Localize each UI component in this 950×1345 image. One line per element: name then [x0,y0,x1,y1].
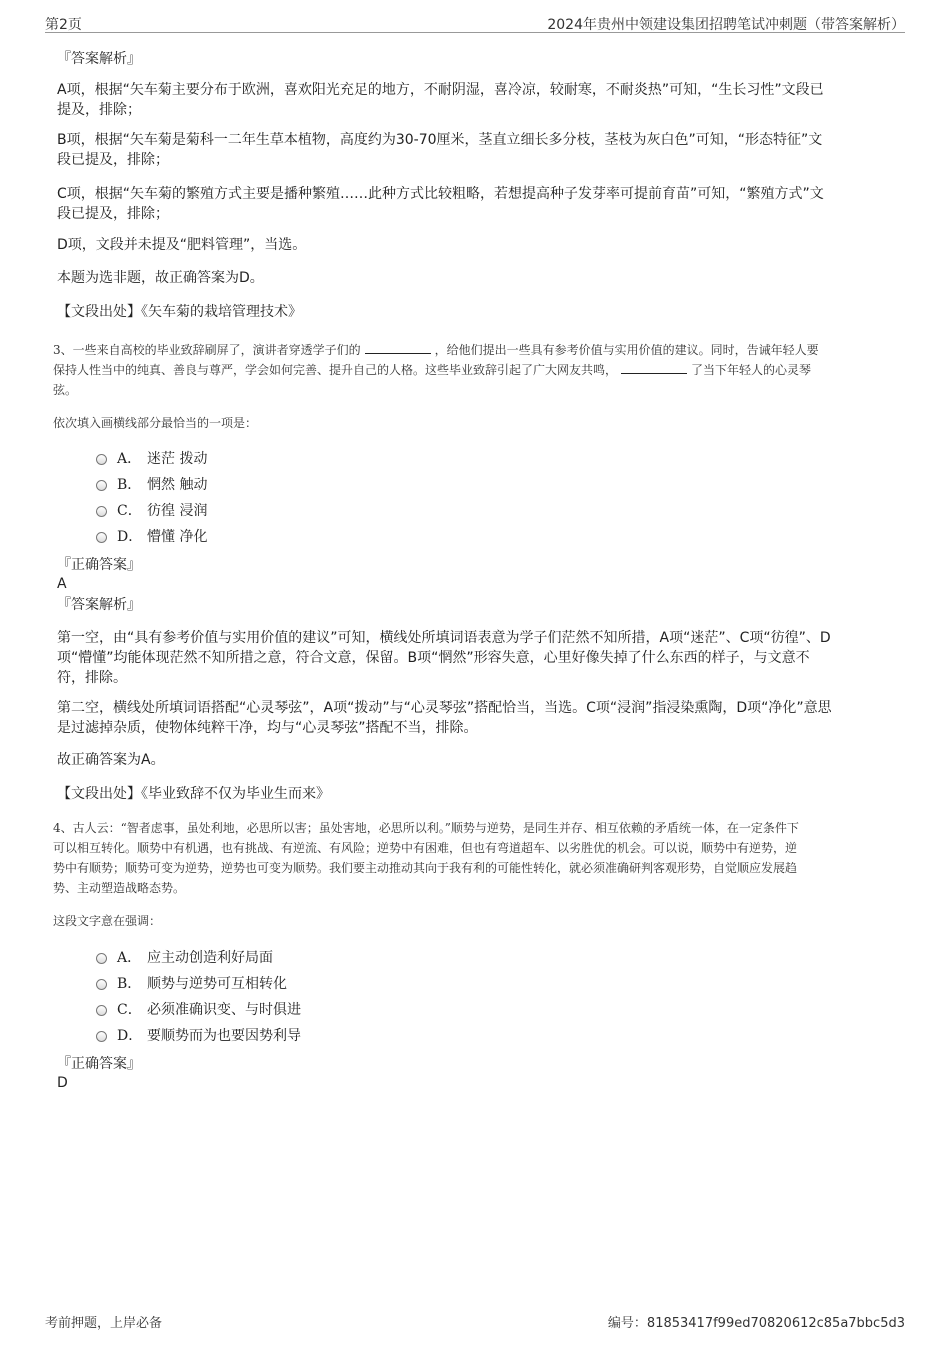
q3-answer-label: 『正确答案』 [57,557,141,573]
option-text: 应主动创造利好局面 [147,950,273,966]
option-letter: B． [117,477,142,493]
q3-source: 【文段出处】《毕业致辞不仅为毕业生而来》 [57,786,330,802]
q3-analysis-2 [57,698,898,738]
q2-analysis-label: 『答案解析』 [57,51,141,67]
stem-text: 3、一些来自高校的毕业致辞刷屏了，演讲者穿透学子们的 [53,343,361,357]
q3-analysis-label: 『答案解析』 [57,597,141,613]
stem-text: ，给他们提出一些具有参考价值与实用价值的建议。同时，告诫年轻人要 [434,343,819,357]
option-letter: C． [117,503,142,519]
page-number: 第2页 [45,17,82,33]
text-line [53,360,903,380]
option-text: 彷徨 浸润 [147,503,208,519]
text-line: 段已提及，排除； [57,206,169,222]
radio-icon[interactable] [96,506,107,517]
q4-option-b[interactable] [96,974,287,994]
option-letter: D． [117,529,143,545]
document-code: 编号：81853417f99ed70820612c85a7bbc5d3 [607,1316,905,1331]
text-line: 段已提及，排除； [57,152,169,168]
q3-analysis-1 [57,628,898,688]
q2-source: 【文段出处】《矢车菊的栽培管理技术》 [57,304,302,320]
q2-conclusion: 本题为选非题，故正确答案为D。 [57,270,264,286]
q4-answer: D [57,1075,68,1091]
q4-stem [53,818,903,898]
radio-icon[interactable] [96,953,107,964]
q3-prompt: 依次填入画横线部分最恰当的一项是： [53,416,258,430]
radio-icon[interactable] [96,1031,107,1042]
q4-option-c[interactable] [96,1000,301,1020]
option-letter: D． [117,1028,143,1044]
q4-answer-label: 『正确答案』 [57,1056,141,1072]
q3-option-d[interactable] [96,527,207,547]
q4-prompt: 这段文字意在强调： [53,914,162,928]
text-line: 提及，排除； [57,102,141,118]
q3-stem [53,340,903,400]
option-letter: B． [117,976,142,992]
text-line: C项，根据“矢车菊的繁殖方式主要是播种繁殖……此种方式比较粗略，若想提高种子发芽率可提前育苗”可知，“繁殖方式”文 [57,186,824,202]
option-text: 懵懂 净化 [147,529,208,545]
text-line: 4、古人云：“智者虑事，虽处利地，必思所以害；虽处害地，必思所以利。”顺势与逆势，是同生并存、相互依赖的矛盾统一体，在一定条件下 [53,821,799,835]
option-text: 必须准确识变、与时俱进 [147,1002,301,1018]
option-text: 惘然 触动 [147,477,208,493]
option-letter: A． [117,451,142,467]
option-letter: C． [117,1002,142,1018]
q2-analysis-d: D项，文段并未提及“肥料管理”，当选。 [57,237,307,253]
q3-option-c[interactable] [96,501,207,521]
q3-option-a[interactable] [96,449,207,469]
q2-analysis-b [57,130,898,170]
text-line: 弦。 [53,383,78,397]
text-line: 项“懵懂”均能体现茫然不知所措之意，符合文意，保留。B项“惘然”形容失意，心里好像失掉了什么东西的样子，与文意不 [57,650,810,666]
q2-analysis-c [57,184,898,224]
radio-icon[interactable] [96,1005,107,1016]
q4-option-a[interactable] [96,948,273,968]
header-divider [45,32,905,33]
option-text: 要顺势而为也要因势利导 [147,1028,301,1044]
text-line: A项，根据“矢车菊主要分布于欧洲，喜欢阳光充足的地方，不耐阴湿，喜冷凉，较耐寒，不耐炎热”可知，“生长习性”文段已 [57,82,824,98]
radio-icon[interactable] [96,480,107,491]
option-text: 顺势与逆势可互相转化 [147,976,287,992]
text-line: 是过滤掉杂质，使物体纯粹干净，均与“心灵琴弦”搭配不当，排除。 [57,720,478,736]
text-line: 势、主动塑造战略态势。 [53,881,186,895]
document-title: 2024年贵州中领建设集团招聘笔试冲刺题（带答案解析） [547,17,905,33]
text-line: 可以相互转化。顺势中有机遇，也有挑战、有逆流、有风险；逆势中有困难，但也有弯道超车、以劣胜优的机会。可以说，顺势中有逆势，逆 [53,841,798,855]
radio-icon[interactable] [96,454,107,465]
q4-option-d[interactable] [96,1026,301,1046]
text-line: 第二空，横线处所填词语搭配“心灵琴弦”，A项“拨动”与“心灵琴弦”搭配恰当，当选。C项“浸润”指浸染熏陶，D项“净化”意思 [57,700,832,716]
q3-answer: A [57,576,67,592]
radio-icon[interactable] [96,532,107,543]
text-line: 势中有顺势；顺势可变为逆势，逆势也可变为顺势。我们要主动推动其向于我有利的可能性转化，就必须准确研判客观形势，自觉顺应发展趋 [53,861,798,875]
q3-option-b[interactable] [96,475,207,495]
q3-conclusion: 故正确答案为A。 [57,752,165,768]
text-line: 符，排除。 [57,670,127,686]
stem-text: 保持人性当中的纯真、善良与尊严，学会如何完善、提升自己的人格。这些毕业致辞引起了广大网友共鸣， [53,363,618,377]
fill-blank-1 [365,341,431,354]
footer-slogan: 考前押题，上岸必备 [45,1316,163,1331]
stem-text: 了当下年轻人的心灵琴 [691,363,812,377]
option-text: 迷茫 拨动 [147,451,208,467]
radio-icon[interactable] [96,979,107,990]
fill-blank-2 [621,361,687,374]
text-line [53,340,903,360]
text-line: B项，根据“矢车菊是菊科一二年生草本植物，高度约为30-70厘米，茎直立细长多分枝，茎枝为灰白色”可知，“形态特征”文 [57,132,823,148]
page-header [45,10,905,33]
q2-analysis-a [57,80,898,120]
option-letter: A． [117,950,142,966]
text-line: 第一空，由“具有参考价值与实用价值的建议”可知，横线处所填词语表意为学子们茫然不知所措，A项“迷茫”、C项“彷徨”、D [57,630,831,646]
